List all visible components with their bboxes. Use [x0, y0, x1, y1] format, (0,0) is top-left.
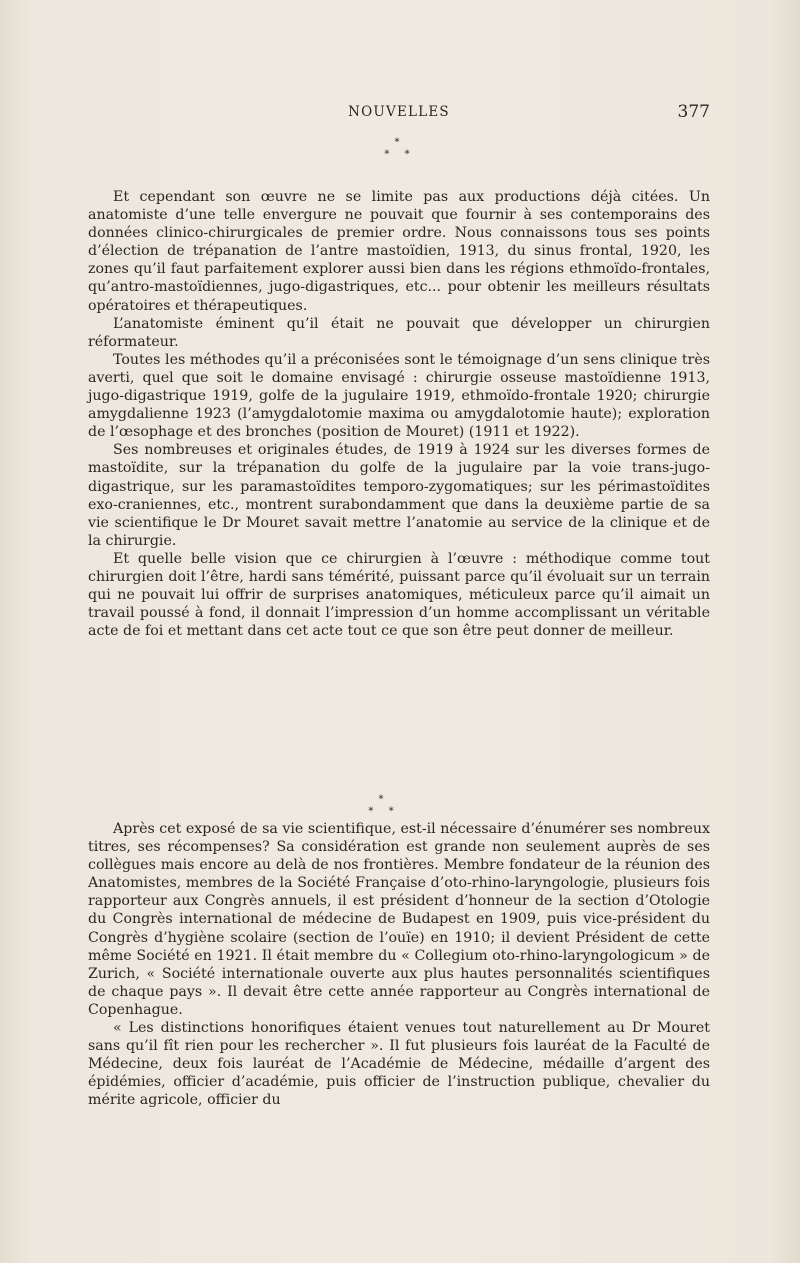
asterism-top: * — [394, 137, 400, 148]
text-section-1 — [88, 188, 710, 640]
paragraph: Après cet exposé de sa vie scientifique, est-il nécessaire d’énumérer ses nombreux titres, ses récompenses? Sa considération est grande non seulement auprès de ses collègues mais encore au delà de nos frontières. Membre fondateur de la réunion des Anatomistes, membres de la Société Française d’oto-rhino-laryngologie, plusieurs fois rapporteur aux Congrès annuels, il est président d’honneur de la section d’Otologie du Congrès international de médecine de Budapest en 1909, puis vice-président du Congrès d’hygiène scolaire (section de l’ouïe) en 1910; il devient Président de cette même Société en 1921. Il était membre du « Collegium oto-rhino-laryngologicum » de Zurich, « Société internationale ouverte aux plus hautes personnalités scientifiques de chaque pays ». Il devait être cette année rapporteur au Congrès international de Copenhague. — [88, 821, 710, 1018]
page-number: 377 — [677, 102, 710, 122]
paragraph: Toutes les méthodes qu’il a préconisées sont le témoignage d’un sens clinique très averti, quel que soit le domaine envisagé : chirurgie osseuse mastoïdienne 1913, jugo-digastrique 1919, golfe de la jugulaire 1919, ethmoïdo-frontale 1920; chirurgie amygdalienne 1923 (l’amygdalotomie maxima ou amygdalotomie haute); exploration de l’œsophage et des bronches (position de Mouret) (1911 et 1922). — [88, 351, 710, 441]
asterism-bottom: * * — [368, 806, 400, 817]
running-header — [88, 102, 710, 124]
asterism-separator — [367, 137, 427, 163]
paragraph: Ses nombreuses et originales études, de 1919 à 1924 sur les diverses formes de mastoïdite, sur la trépanation du golfe de la jugulaire par la voie trans-jugo-digastrique, sur les paramastoïdites temporo-zygomatiques; sur les périmastoïdites exo-craniennes, etc., montrent surabondamment que dans la deuxième partie de sa vie scientifique le Dr Mouret savait mettre l’anatomie au service de la clinique et de la chirurgie. — [88, 442, 710, 549]
asterism-bottom: * * — [384, 149, 416, 160]
paragraph: L’anatomiste éminent qu’il était ne pouvait que développer un chirurgien réformateur. — [88, 315, 710, 350]
paragraph: Et cependant son œuvre ne se limite pas aux productions déjà citées. Un anatomiste d’une telle envergure ne pouvait que fournir à ses contemporains des données clinico-chirurgicales de premier ordre. Nous connaissons tous ses points d’élection de trépanation de l’antre mastoïdien, 1913, du sinus frontal, 1920, les zones qu’il faut parfaitement explorer aussi bien dans les régions ethmoïdo-frontales, qu’antro-mastoïdiennes, jugo-digastriques, etc... pour obtenir les meilleurs résultats opératoires et thérapeutiques. — [88, 189, 710, 314]
asterism-separator — [351, 794, 411, 820]
paragraph: « Les distinctions honorifiques étaient venues tout naturellement au Dr Mouret sans qu’il fît rien pour les rechercher ». Il fut plusieurs fois lauréat de la Faculté de Médecine, deux fois lauréat de l’Académie de Médecine, médaille d’argent des épidémies, officier d’académie, puis officier de l’instruction publique, chevalier du mérite agricole, officier du — [88, 1020, 710, 1109]
running-title: NOUVELLES — [348, 104, 450, 120]
asterism-top: * — [378, 794, 384, 805]
paragraph: Et quelle belle vision que ce chirurgien à l’œuvre : méthodique comme tout chirurgien doit l’être, hardi sans témérité, puissant parce qu’il évoluait sur un terrain qui ne pouvait lui offrir de surprises anatomiques, méticuleux parce qu’il aimait un travail poussé à fond, il donnait l’impression d’un homme accomplissant un véritable acte de foi et mettant dans cet acte tout ce que son être peut donner de meilleur. — [88, 550, 710, 640]
text-section-2 — [88, 820, 710, 1110]
